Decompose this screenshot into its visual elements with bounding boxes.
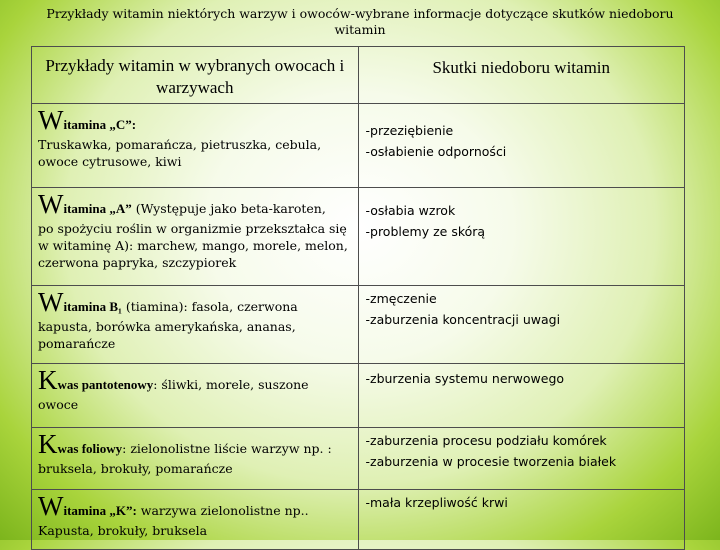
vitamin-cell [32, 188, 359, 286]
effects-cell [358, 364, 685, 428]
vitamin-inline: warzywa zielonolistne np.. [136, 503, 309, 518]
vitamin-initial: W [38, 491, 64, 521]
effects-cell [358, 428, 685, 490]
vitamin-cell [32, 104, 359, 188]
table-row [32, 364, 685, 428]
effect-item: -przeziębienie [365, 123, 454, 138]
effects-cell [358, 188, 685, 286]
header-examples: Przykłady witamin w wybranych owocach i warzywach [32, 47, 359, 104]
vitamin-name: was foliowy [57, 441, 123, 456]
vitamin-initial: W [38, 105, 64, 135]
table-row [32, 490, 685, 550]
vitamin-cell [32, 428, 359, 490]
effect-item: -mała krzepliwość krwi [365, 495, 508, 510]
vitamin-sources: Kapusta, brokuły, bruksela [38, 523, 208, 538]
effect-item: -zaburzenia koncentracji uwagi [365, 312, 561, 327]
vitamin-initial: W [38, 287, 64, 317]
table-row [32, 286, 685, 364]
vitamin-sources: kapusta, borówka amerykańska, ananas, pomarańcze [38, 319, 296, 351]
vitamin-cell [32, 286, 359, 364]
vitamin-name: was pantotenowy [57, 377, 154, 392]
vitamin-table [31, 46, 685, 550]
header-deficiency-effects: Skutki niedoboru witamin [358, 47, 685, 104]
vitamin-inline: (Występuje jako beta-karoten, [131, 201, 326, 216]
effects-cell [358, 104, 685, 188]
vitamin-sources: Truskawka, pomarańcza, pietruszka, cebula, owoce cytrusowe, kiwi [38, 137, 322, 169]
vitamin-cell [32, 364, 359, 428]
effect-item: -osłabienie odporności [365, 144, 507, 159]
vitamin-cell [32, 490, 359, 550]
vitamin-name: itamina B₁ [63, 299, 122, 314]
vitamin-name: itamina „C”: [63, 117, 137, 132]
vitamin-sources: owoce [38, 397, 79, 412]
vitamin-name: itamina „K”: [63, 503, 137, 518]
vitamin-initial: W [38, 189, 64, 219]
page-title: Przykłady witamin niektórych warzyw i owoców-wybrane informacje dotyczące skutków niedoboru witamin [46, 6, 674, 37]
vitamin-name: itamina „A” [63, 201, 132, 216]
effect-item: -zaburzenia procesu podziału komórek [365, 433, 607, 448]
vitamin-initial: K [38, 365, 58, 395]
effect-item: -zmęczenie [365, 291, 437, 306]
effect-item: -problemy ze skórą [365, 224, 486, 239]
effects-cell [358, 286, 685, 364]
table-row [32, 428, 685, 490]
effect-item: -zburzenia systemu nerwowego [365, 371, 565, 386]
effects-cell [358, 490, 685, 550]
effect-item: -zaburzenia w procesie tworzenia białek [365, 454, 617, 469]
table-row [32, 188, 685, 286]
vitamin-sources: po spożyciu roślin w organizmie przekształca się w witaminę A): marchew, mango, morele, melon, czerwona papryka, szczypiorek [38, 221, 348, 270]
vitamin-inline: (tiamina): fasola, czerwona [121, 299, 298, 314]
vitamin-inline: : zielonolistne liście warzyw np. : [122, 441, 332, 456]
vitamin-inline: : śliwki, morele, suszone [153, 377, 309, 392]
vitamin-sources: bruksela, brokuły, pomarańcze [38, 461, 233, 476]
table-row [32, 104, 685, 188]
vitamin-initial: K [38, 429, 58, 459]
table-header-row [32, 47, 685, 104]
effect-item: -osłabia wzrok [365, 203, 456, 218]
